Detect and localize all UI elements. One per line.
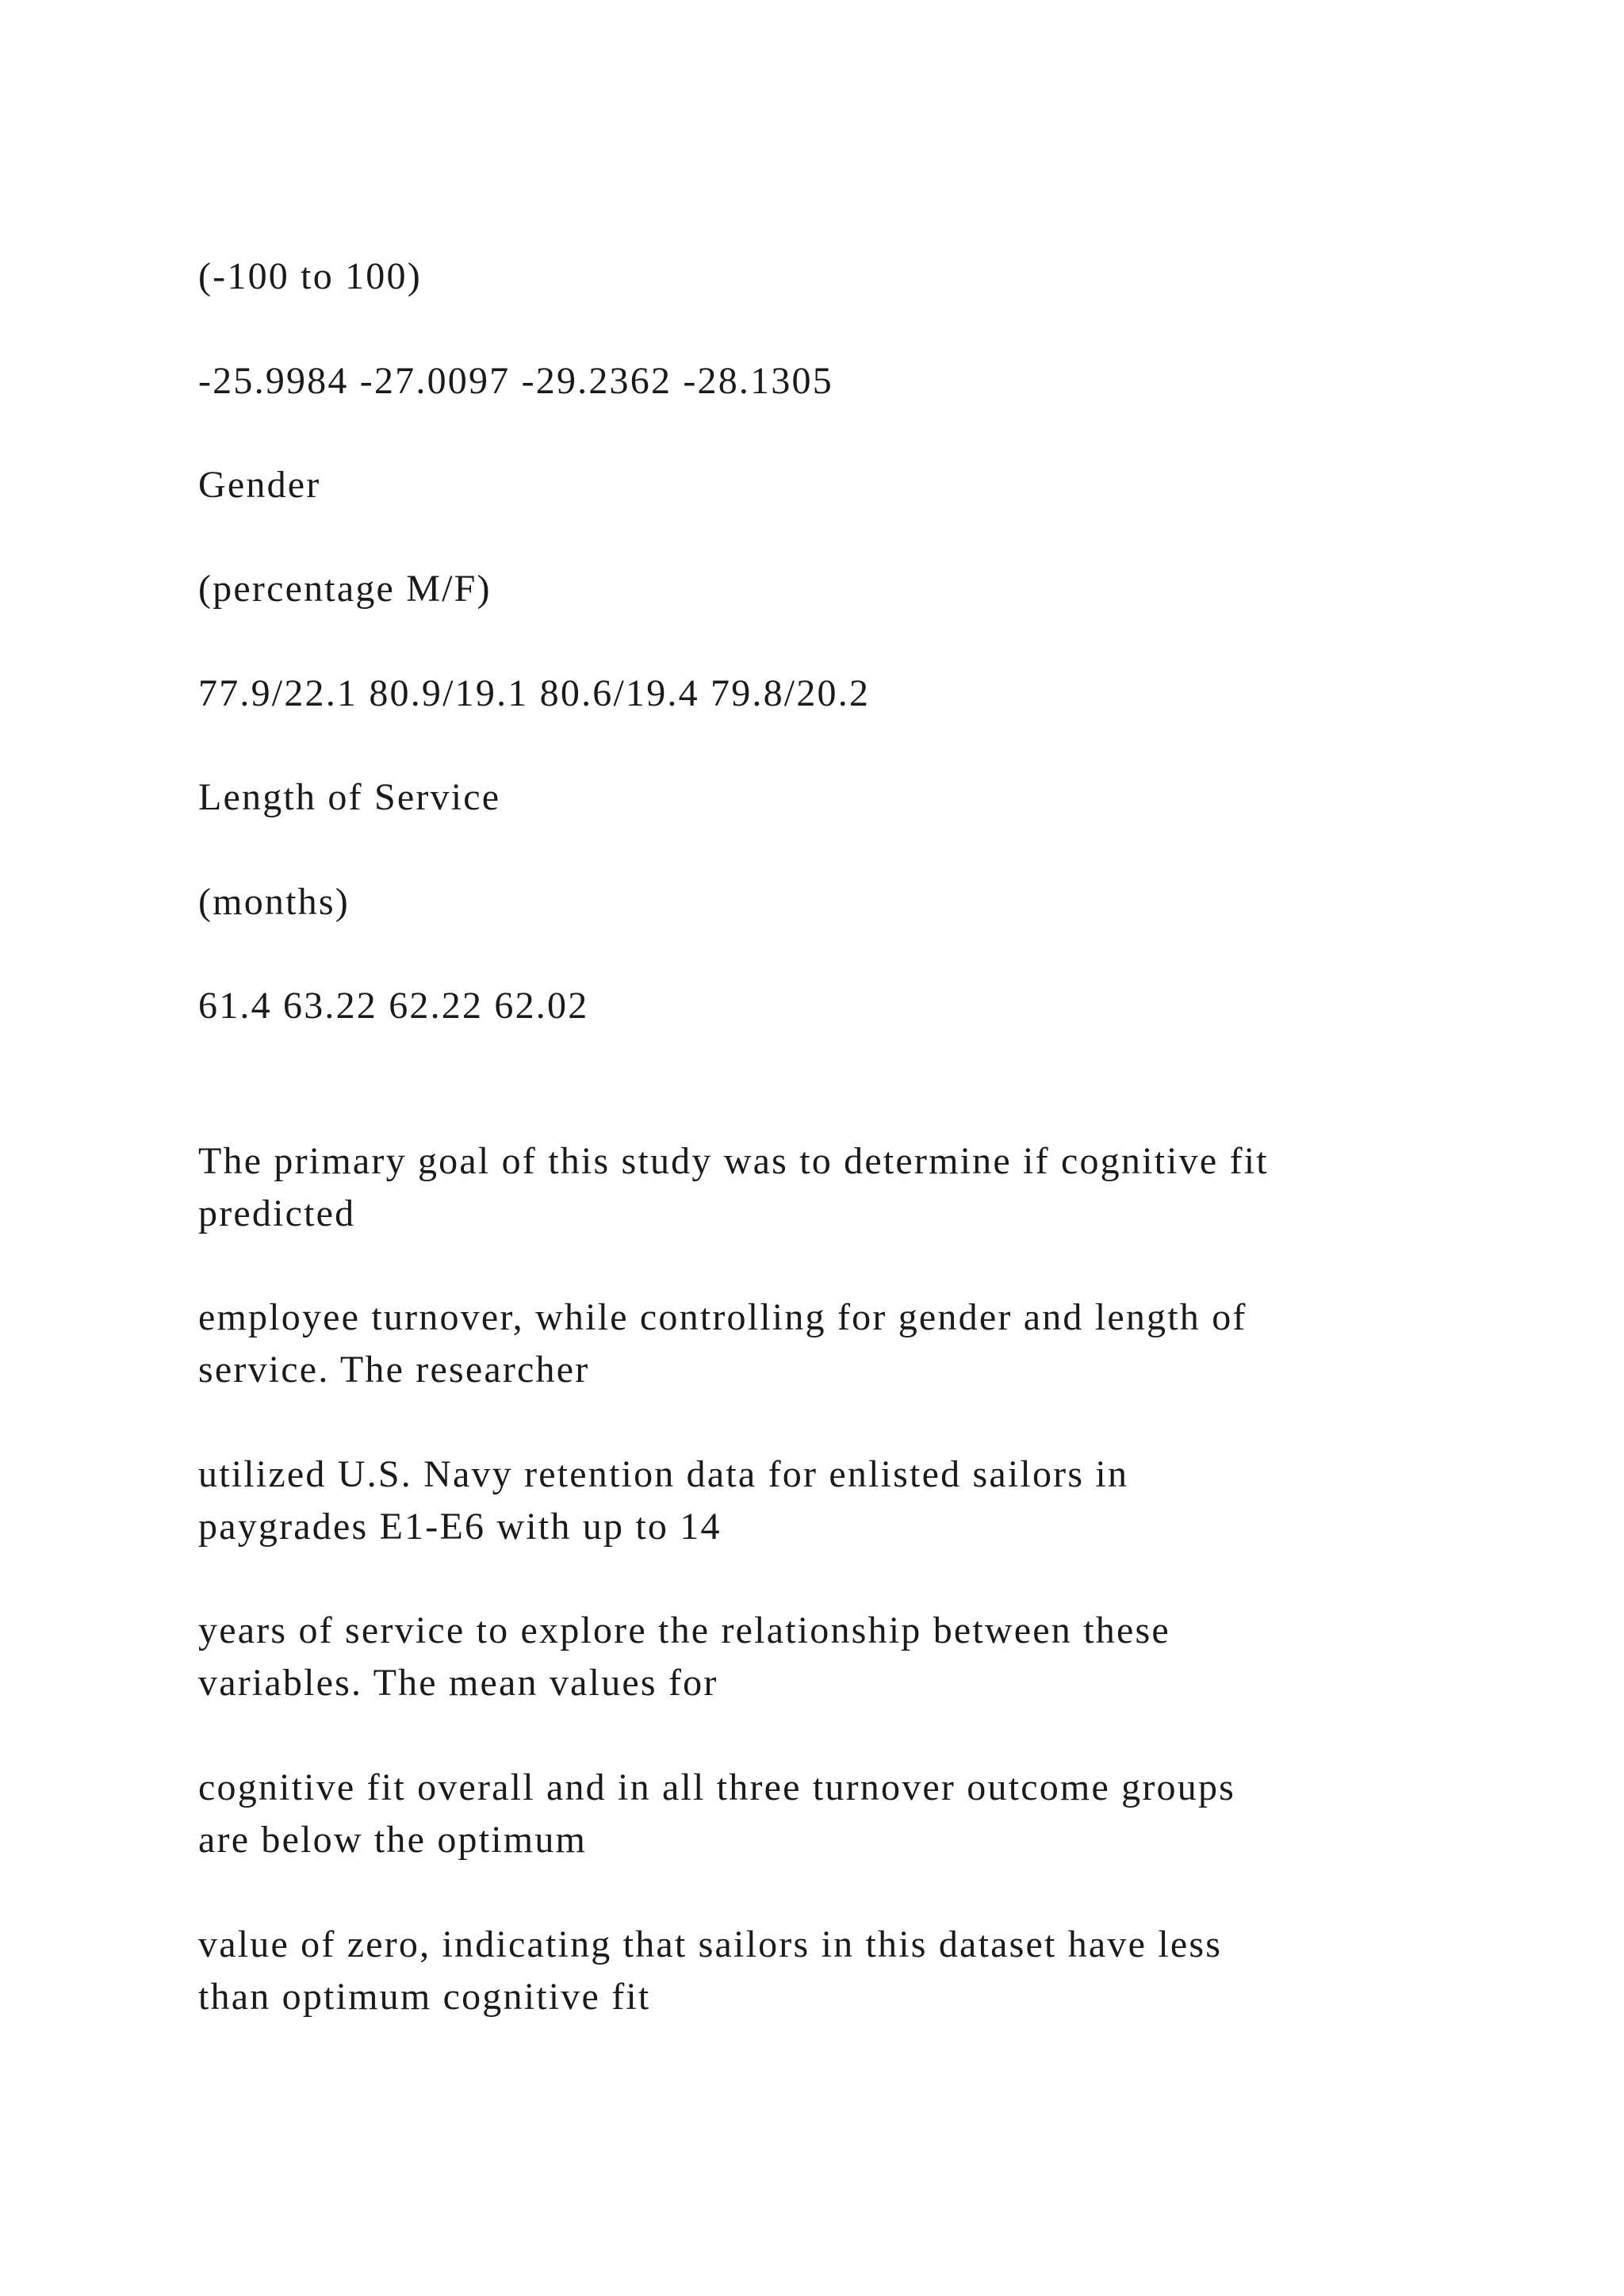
paragraph-line: years of service to explore the relationship between these — [198, 1609, 1170, 1651]
length-of-service-label: Length of Service — [198, 776, 501, 818]
cognitive-fit-range-label: (-100 to 100) — [198, 255, 422, 297]
cognitive-fit-values: -25.9984 -27.0097 -29.2362 -28.1305 — [198, 360, 833, 402]
paragraph-line: The primary goal of this study was to determine if cognitive fit — [198, 1140, 1269, 1182]
paragraph-line: paygrades E1-E6 with up to 14 — [198, 1506, 722, 1548]
paragraph-line: employee turnover, while controlling for gender and length of — [198, 1296, 1247, 1338]
length-of-service-unit-label: (months) — [198, 881, 350, 923]
paragraph-line: than optimum cognitive fit — [198, 1976, 651, 2018]
length-of-service-values: 61.4 63.22 62.22 62.02 — [198, 985, 589, 1027]
gender-values: 77.9/22.1 80.9/19.1 80.6/19.4 79.8/20.2 — [198, 672, 871, 714]
paragraph-line: value of zero, indicating that sailors in this dataset have less — [198, 1923, 1223, 1965]
paragraph-line: predicted — [198, 1192, 356, 1234]
paragraph-line: service. The researcher — [198, 1349, 590, 1391]
gender-label: Gender — [198, 464, 321, 506]
paragraph-line: utilized U.S. Navy retention data for enlisted sailors in — [198, 1453, 1129, 1495]
paragraph-line: variables. The mean values for — [198, 1662, 718, 1704]
paragraph-line: are below the optimum — [198, 1819, 588, 1861]
gender-unit-label: (percentage M/F) — [198, 568, 492, 610]
paragraph-line: cognitive fit overall and in all three turnover outcome groups — [198, 1766, 1236, 1808]
